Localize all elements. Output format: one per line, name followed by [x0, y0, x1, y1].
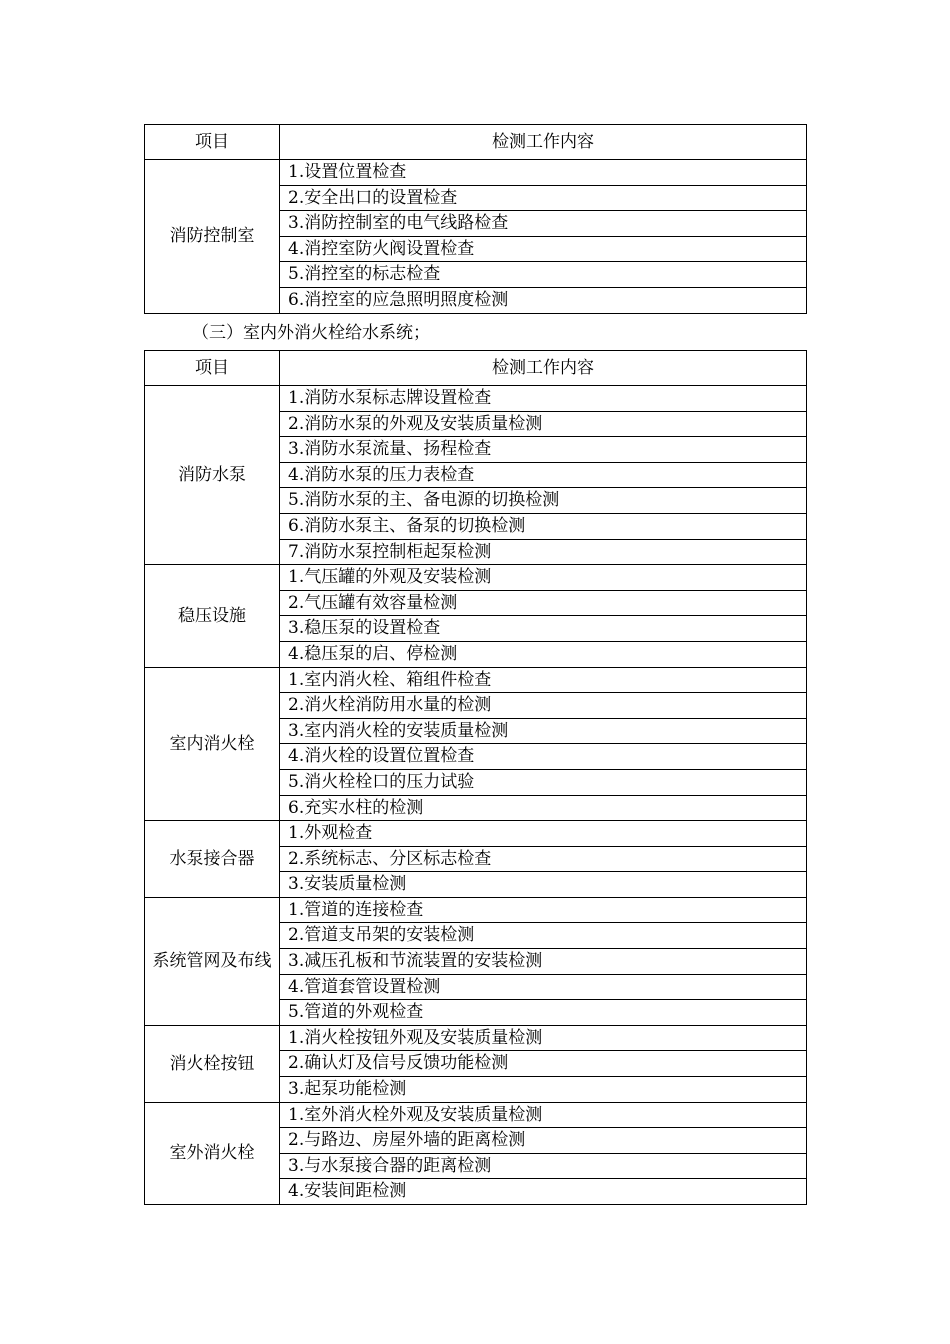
header-item: 项目 — [145, 125, 280, 160]
section-title: （三）室内外消火栓给水系统； — [192, 323, 430, 343]
header-content: 检测工作内容 — [280, 351, 807, 386]
content-cell: 4.消防水泵的压力表检查 — [280, 462, 807, 488]
content-cell: 5.管道的外观检查 — [280, 1000, 807, 1026]
inspection-table-control-room — [144, 124, 807, 314]
table-row — [145, 160, 807, 186]
content-cell: 1.室外消火栓外观及安装质量检测 — [280, 1102, 807, 1128]
item-name-cell: 水泵接合器 — [145, 821, 280, 898]
item-name-cell: 消防控制室 — [145, 160, 280, 314]
content-cell: 7.消防水泵控制柜起泵检测 — [280, 539, 807, 565]
content-cell: 1.气压罐的外观及安装检测 — [280, 565, 807, 591]
content-cell: 1.室内消火栓、箱组件检查 — [280, 667, 807, 693]
content-cell: 2.安全出口的设置检查 — [280, 185, 807, 211]
header-content: 检测工作内容 — [280, 125, 807, 160]
content-cell: 6.消控室的应急照明照度检测 — [280, 287, 807, 313]
content-cell: 4.管道套管设置检测 — [280, 974, 807, 1000]
item-name-cell: 消防水泵 — [145, 386, 280, 565]
content-cell: 2.消防水泵的外观及安装质量检测 — [280, 411, 807, 437]
content-cell: 2.与路边、房屋外墙的距离检测 — [280, 1128, 807, 1154]
content-cell: 5.消火栓栓口的压力试验 — [280, 769, 807, 795]
table-row — [145, 1102, 807, 1128]
content-cell: 3.减压孔板和节流装置的安装检测 — [280, 949, 807, 975]
item-name-cell: 室内消火栓 — [145, 667, 280, 821]
table-row — [145, 1025, 807, 1051]
item-name-cell: 系统管网及布线 — [145, 897, 280, 1025]
table-row — [145, 565, 807, 591]
content-cell: 1.消火栓按钮外观及安装质量检测 — [280, 1025, 807, 1051]
content-cell: 1.消防水泵标志牌设置检查 — [280, 386, 807, 412]
content-cell: 2.消火栓消防用水量的检测 — [280, 693, 807, 719]
content-cell: 6.消防水泵主、备泵的切换检测 — [280, 513, 807, 539]
item-name-cell: 消火栓按钮 — [145, 1025, 280, 1102]
table-row — [145, 897, 807, 923]
inspection-table-hydrant-system — [144, 350, 807, 1205]
header-item: 项目 — [145, 351, 280, 386]
table-row — [145, 386, 807, 412]
content-cell: 3.安装质量检测 — [280, 872, 807, 898]
content-cell: 4.安装间距检测 — [280, 1179, 807, 1205]
table-header-row — [145, 125, 807, 160]
table-header-row — [145, 351, 807, 386]
content-cell: 4.消火栓的设置位置检查 — [280, 744, 807, 770]
content-cell: 3.与水泵接合器的距离检测 — [280, 1153, 807, 1179]
content-cell: 3.起泵功能检测 — [280, 1077, 807, 1103]
content-cell: 5.消控室的标志检查 — [280, 262, 807, 288]
content-cell: 2.确认灯及信号反馈功能检测 — [280, 1051, 807, 1077]
content-cell: 3.消防水泵流量、扬程检查 — [280, 437, 807, 463]
content-cell: 4.稳压泵的启、停检测 — [280, 641, 807, 667]
item-name-cell: 稳压设施 — [145, 565, 280, 667]
content-cell: 3.稳压泵的设置检查 — [280, 616, 807, 642]
table-row — [145, 821, 807, 847]
content-cell: 1.管道的连接检查 — [280, 897, 807, 923]
content-cell: 2.气压罐有效容量检测 — [280, 590, 807, 616]
content-cell: 2.系统标志、分区标志检查 — [280, 846, 807, 872]
content-cell: 5.消防水泵的主、备电源的切换检测 — [280, 488, 807, 514]
content-cell: 2.管道支吊架的安装检测 — [280, 923, 807, 949]
content-cell: 1.外观检查 — [280, 821, 807, 847]
content-cell: 3.消防控制室的电气线路检查 — [280, 211, 807, 237]
content-cell: 4.消控室防火阀设置检查 — [280, 236, 807, 262]
table-row — [145, 667, 807, 693]
content-cell: 1.设置位置检查 — [280, 160, 807, 186]
content-cell: 6.充实水柱的检测 — [280, 795, 807, 821]
content-cell: 3.室内消火栓的安装质量检测 — [280, 718, 807, 744]
item-name-cell: 室外消火栓 — [145, 1102, 280, 1204]
